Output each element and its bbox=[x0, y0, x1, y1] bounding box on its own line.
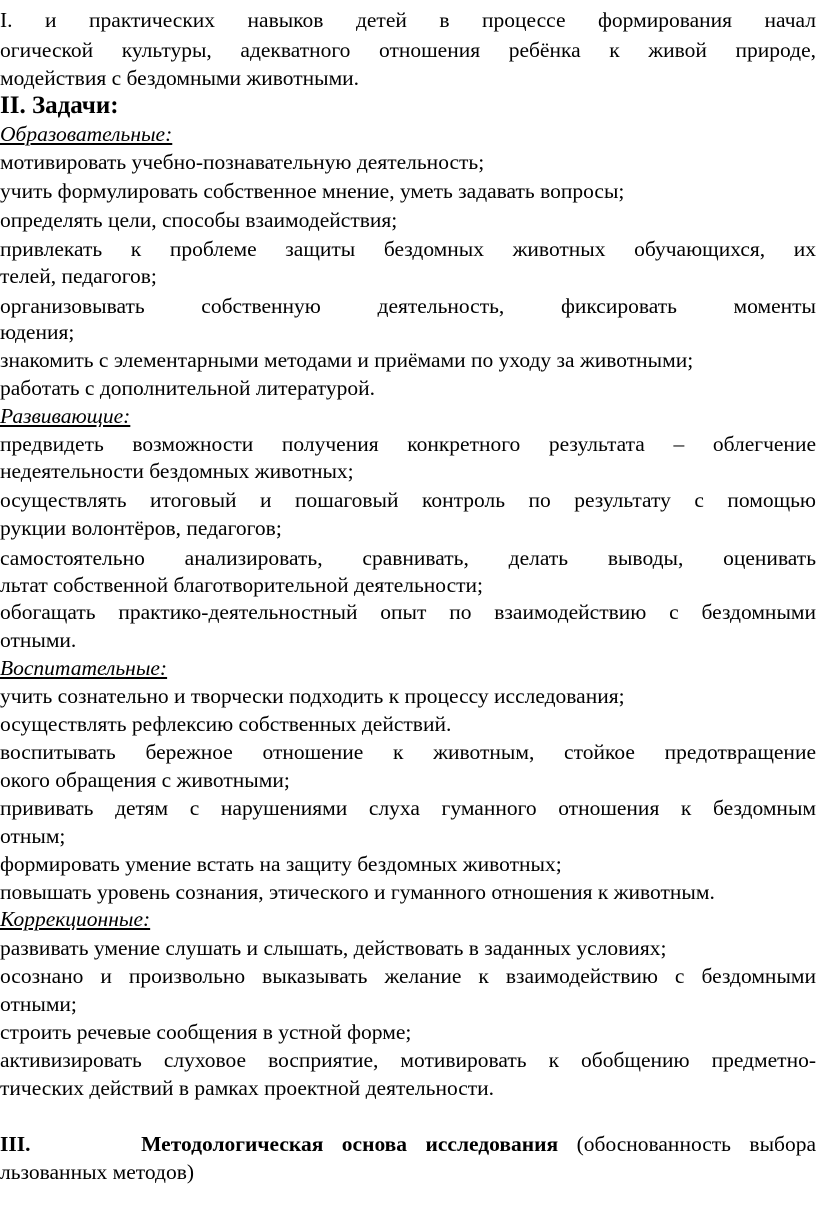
text-line: телей, педагогов; bbox=[0, 264, 157, 288]
text-line: осознано и произвольно выказывать желание к взаимодействию с бездомными bbox=[0, 964, 816, 988]
section-three-note: (обоснованность выбора bbox=[576, 1132, 816, 1156]
section-three-note-continued: льзованных методов) bbox=[0, 1160, 195, 1184]
text-line: активизировать слуховое восприятие, мотивировать к обобщению предметно- bbox=[0, 1048, 816, 1072]
text-line: самостоятельно анализировать, сравнивать, делать выводы, оценивать bbox=[0, 546, 816, 570]
text-line: огической культуры, адекватного отношения ребёнка к живой природе, bbox=[0, 38, 816, 62]
text-line: отным; bbox=[0, 824, 66, 848]
text-line: воспитывать бережное отношение к животным, стойкое предотвращение bbox=[0, 740, 816, 764]
text-line: рукции волонтёров, педагогов; bbox=[0, 516, 282, 540]
section-three-heading bbox=[0, 1130, 816, 1158]
section-three-number: III. bbox=[0, 1132, 31, 1156]
text-line: льтат собственной благотворительной деятельности; bbox=[0, 573, 484, 597]
text-line: привлекать к проблеме защиты бездомных животных обучающихся, их bbox=[0, 237, 816, 261]
text-line: осуществлять итоговый и пошаговый контроль по результату с помощью bbox=[0, 488, 816, 512]
text-line: строить речевые сообщения в устной форме; bbox=[0, 1020, 412, 1044]
text-line: прививать детям с нарушениями слуха гуманного отношения к бездомным bbox=[0, 796, 816, 820]
text-line: учить формулировать собственное мнение, уметь задавать вопросы; bbox=[0, 179, 625, 203]
subheading: Развивающие: bbox=[0, 404, 131, 428]
text-line: тических действий в рамках проектной деятельности. bbox=[0, 1076, 495, 1100]
section-heading: II. Задачи: bbox=[0, 92, 119, 119]
text-line: отными; bbox=[0, 992, 77, 1016]
text-line: определять цели, способы взаимодействия; bbox=[0, 208, 398, 232]
subheading: Воспитательные: bbox=[0, 656, 168, 680]
text-line: I. и практических навыков детей в процессе формирования начал bbox=[0, 8, 816, 32]
text-line: мотивировать учебно-познавательную деятельность; bbox=[0, 150, 485, 174]
text-line: учить сознательно и творчески подходить к процессу исследования; bbox=[0, 684, 625, 708]
text-line: окого обращения с животными; bbox=[0, 768, 290, 792]
text-line: недеятельности бездомных животных; bbox=[0, 459, 354, 483]
subheading: Образовательные: bbox=[0, 122, 173, 146]
text-line: формировать умение встать на защиту бездомных животных; bbox=[0, 852, 562, 876]
subheading: Коррекционные: bbox=[0, 907, 151, 931]
text-line: знакомить с элементарными методами и приёмами по уходу за животными; bbox=[0, 348, 694, 372]
text-line: обогащать практико-деятельностный опыт по взаимодействию с бездомными bbox=[0, 600, 816, 624]
text-line: осуществлять рефлексию собственных действий. bbox=[0, 712, 452, 736]
text-line: повышать уровень сознания, этического и гуманного отношения к животным. bbox=[0, 880, 715, 904]
text-line: предвидеть возможности получения конкретного результата – облегчение bbox=[0, 432, 816, 456]
section-three-title: Методологическая основа исследования bbox=[141, 1132, 559, 1156]
text-line: работать с дополнительной литературой. bbox=[0, 376, 376, 400]
text-line: модействия с бездомными животными. bbox=[0, 66, 360, 90]
text-line: юдения; bbox=[0, 320, 75, 344]
text-line: развивать умение слушать и слышать, действовать в заданных условиях; bbox=[0, 936, 667, 960]
text-line: организовывать собственную деятельность, фиксировать моменты bbox=[0, 294, 816, 318]
text-line: отными. bbox=[0, 628, 77, 652]
